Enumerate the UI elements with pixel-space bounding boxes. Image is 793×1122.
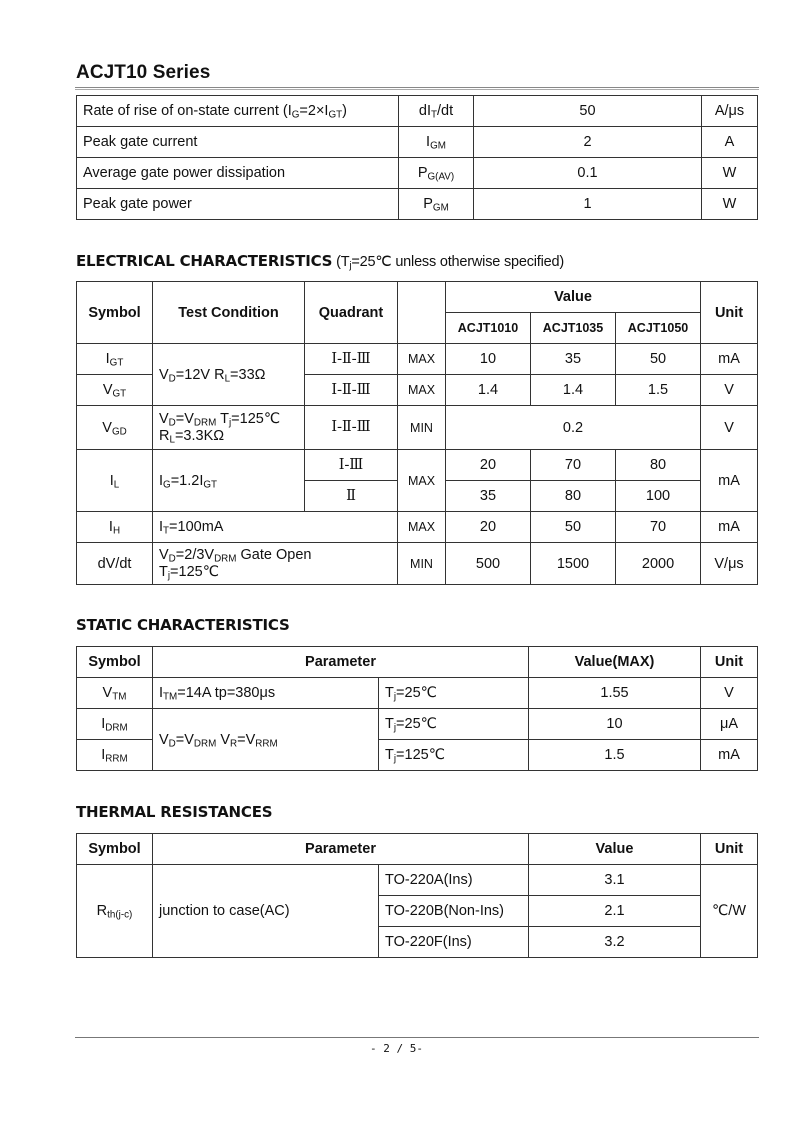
value-cell: 10 (529, 709, 701, 740)
value-cell: 1 (474, 189, 702, 220)
value-cell: 80 (616, 450, 701, 481)
temperature-cell: $T_j=25℃$ (379, 709, 529, 740)
value-cell: 1.4 (531, 375, 616, 406)
value-cell: 80 (531, 481, 616, 512)
symbol-cell: $V_{TM}$ (77, 678, 153, 709)
value-cell: 20 (446, 450, 531, 481)
value-cell: 0.1 (474, 158, 702, 189)
value-cell: 3.2 (529, 927, 701, 958)
electrical-table (76, 281, 758, 585)
condition-cell: $V_D=V_{DRM}$ $T_j=125℃$ $R_L=3.3K\Omega$ (153, 406, 305, 450)
value-cell: 1.5 (529, 740, 701, 771)
quadrant-cell: Ⅰ-Ⅱ-Ⅲ (305, 344, 398, 375)
value-cell: 1.5 (616, 375, 701, 406)
unit-cell: V (701, 375, 758, 406)
unit-cell: V (701, 406, 758, 450)
header-unit: Unit (701, 282, 758, 344)
title-rule-secondary (75, 89, 759, 90)
table-row (77, 96, 758, 127)
symbol-cell: $I_H$ (77, 512, 153, 543)
limit-cell: MAX (398, 450, 446, 512)
limit-cell: MAX (398, 512, 446, 543)
unit-cell: mA (701, 450, 758, 512)
symbol-cell: $V_{GD}$ (77, 406, 153, 450)
param-cell: Rate of rise of on-state current $(I_G=2\times I_{GT})$ (77, 96, 399, 127)
parameter-cell: $V_D=V_{DRM}$ $V_R=V_{RRM}$ (153, 709, 379, 771)
unit-cell: V/μs (701, 543, 758, 585)
value-cell: 2 (474, 127, 702, 158)
limit-cell: MIN (398, 543, 446, 585)
symbol-cell: $dI_T/dt$ (399, 96, 474, 127)
value-cell: 35 (531, 344, 616, 375)
temperature-cell: $T_j=25℃$ (379, 678, 529, 709)
header-model: ACJT1035 (531, 313, 616, 344)
param-cell: Average gate power dissipation (77, 158, 399, 189)
parameter-cell: $I_{TM}=14A$ tp=380μs (153, 678, 379, 709)
value-cell: 70 (616, 512, 701, 543)
symbol-cell: $P_{GM}$ (399, 189, 474, 220)
param-cell: Peak gate current (77, 127, 399, 158)
header-symbol: Symbol (77, 282, 153, 344)
table-row (77, 678, 758, 709)
quadrant-cell: Ⅰ-Ⅲ (305, 450, 398, 481)
ratings-table (76, 95, 758, 220)
header-parameter: Parameter (153, 834, 529, 865)
header-parameter: Parameter (153, 647, 529, 678)
table-row (77, 450, 758, 481)
package-cell: TO-220B(Non-Ins) (379, 896, 529, 927)
thermal-section-title: THERMAL RESISTANCES (76, 803, 273, 821)
symbol-cell: $R_{th(j-c)}$ (77, 865, 153, 958)
quadrant-cell: Ⅱ (305, 481, 398, 512)
header-unit: Unit (701, 834, 758, 865)
table-row (77, 344, 758, 375)
header-model: ACJT1010 (446, 313, 531, 344)
electrical-section-title: ELECTRICAL CHARACTERISTICS ($T_j=25℃$ unless otherwise specified) (76, 252, 565, 272)
value-cell: 1500 (531, 543, 616, 585)
symbol-cell: $V_{GT}$ (77, 375, 153, 406)
header-value: Value (446, 282, 701, 313)
value-cell: 20 (446, 512, 531, 543)
symbol-cell: $I_{RRM}$ (77, 740, 153, 771)
value-cell: 500 (446, 543, 531, 585)
value-cell: 50 (531, 512, 616, 543)
table-row (77, 709, 758, 740)
param-cell: Peak gate power (77, 189, 399, 220)
unit-cell: W (702, 189, 758, 220)
value-cell: 1.55 (529, 678, 701, 709)
static-section-title: STATIC CHARACTERISTICS (76, 616, 290, 634)
static-table (76, 646, 758, 771)
table-row (77, 127, 758, 158)
limit-cell: MAX (398, 344, 446, 375)
condition-cell: $V_D=2/3V_{DRM}$ Gate Open $T_j=125℃$ (153, 543, 398, 585)
header-symbol: Symbol (77, 647, 153, 678)
header-value: Value (529, 834, 701, 865)
table-row (77, 158, 758, 189)
value-cell: 35 (446, 481, 531, 512)
unit-cell: W (702, 158, 758, 189)
value-cell: 50 (616, 344, 701, 375)
header-quadrant: Quadrant (305, 282, 398, 344)
unit-cell: A/μs (702, 96, 758, 127)
table-row (77, 543, 758, 585)
unit-cell: mA (701, 740, 758, 771)
symbol-cell: $I_{GT}$ (77, 344, 153, 375)
table-row (77, 189, 758, 220)
unit-cell: mA (701, 344, 758, 375)
quadrant-cell: Ⅰ-Ⅱ-Ⅲ (305, 406, 398, 450)
package-cell: TO-220F(Ins) (379, 927, 529, 958)
value-cell: 1.4 (446, 375, 531, 406)
package-cell: TO-220A(Ins) (379, 865, 529, 896)
header-model: ACJT1050 (616, 313, 701, 344)
symbol-cell: $I_{GM}$ (399, 127, 474, 158)
unit-cell: V (701, 678, 758, 709)
header-test-condition: Test Condition (153, 282, 305, 344)
table-row (77, 406, 758, 450)
unit-cell: μA (701, 709, 758, 740)
title-rule (75, 87, 759, 88)
symbol-cell: $I_{DRM}$ (77, 709, 153, 740)
value-cell: 3.1 (529, 865, 701, 896)
unit-cell: mA (701, 512, 758, 543)
header-symbol: Symbol (77, 834, 153, 865)
thermal-table (76, 833, 758, 958)
limit-cell: MIN (398, 406, 446, 450)
unit-cell: A (702, 127, 758, 158)
value-cell: 10 (446, 344, 531, 375)
value-cell: 2000 (616, 543, 701, 585)
value-cell: 0.2 (446, 406, 701, 450)
value-cell: 70 (531, 450, 616, 481)
table-row (77, 865, 758, 896)
condition-cell: $V_D=12V$ $R_L=33\Omega$ (153, 344, 305, 406)
value-cell: 100 (616, 481, 701, 512)
symbol-cell: $I_L$ (77, 450, 153, 512)
footer-rule (75, 1037, 759, 1038)
unit-cell: ℃/W (701, 865, 758, 958)
condition-cell: $I_G=1.2I_{GT}$ (153, 450, 305, 512)
table-row (77, 512, 758, 543)
symbol-cell: $P_{G(AV)}$ (399, 158, 474, 189)
header-limit (398, 282, 446, 344)
header-value: Value(MAX) (529, 647, 701, 678)
temperature-cell: $T_j=125℃$ (379, 740, 529, 771)
page-title: ACJT10 Series (76, 62, 211, 83)
quadrant-cell: Ⅰ-Ⅱ-Ⅲ (305, 375, 398, 406)
value-cell: 2.1 (529, 896, 701, 927)
condition-cell: $I_T=100mA$ (153, 512, 398, 543)
header-unit: Unit (701, 647, 758, 678)
parameter-cell: junction to case(AC) (153, 865, 379, 958)
page-number: - 2 / 5- (370, 1042, 423, 1055)
symbol-cell: dV/dt (77, 543, 153, 585)
value-cell: 50 (474, 96, 702, 127)
limit-cell: MAX (398, 375, 446, 406)
